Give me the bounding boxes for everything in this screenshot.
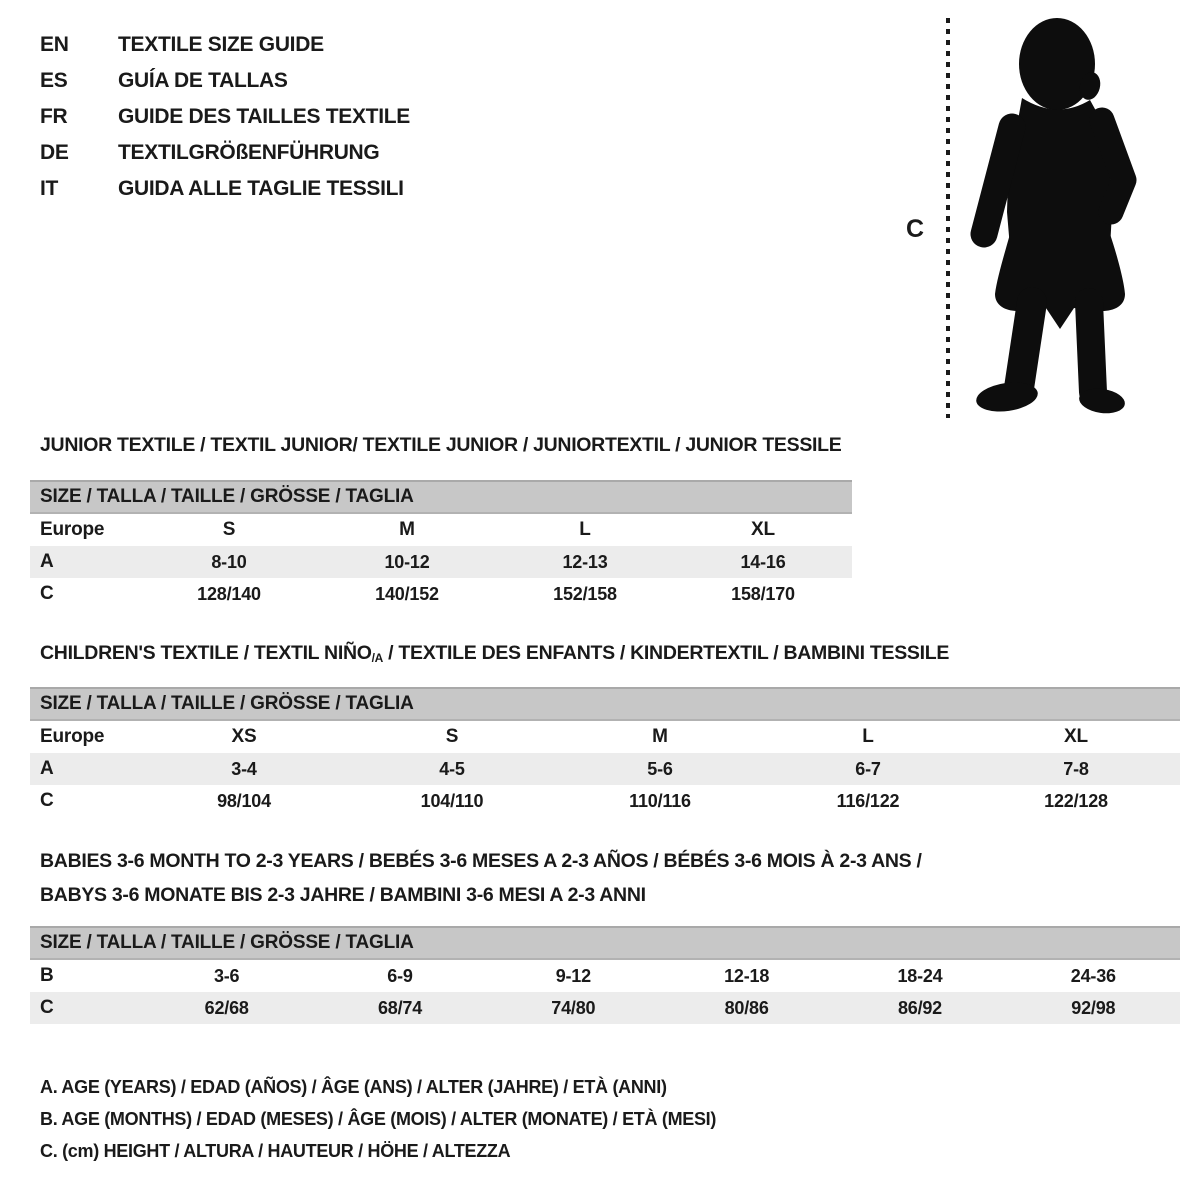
age-cell: 12-13 bbox=[496, 546, 674, 578]
height-cell: 128/140 bbox=[197, 583, 261, 604]
row-label: Europe bbox=[40, 519, 105, 540]
size-cell: S bbox=[445, 726, 459, 747]
language-title-list bbox=[40, 27, 410, 207]
language-code: EN bbox=[40, 33, 69, 56]
language-row-fr bbox=[40, 99, 410, 135]
language-row-de bbox=[40, 135, 410, 171]
language-row-es bbox=[40, 63, 410, 99]
age-cell: 3-4 bbox=[140, 753, 348, 785]
junior-size-table bbox=[30, 480, 852, 610]
table-row-europe bbox=[30, 513, 852, 546]
junior-section-title: JUNIOR TEXTILE / TEXTIL JUNIOR/ TEXTILE JUNIOR / JUNIORTEXTIL / JUNIOR TESSILE bbox=[40, 434, 842, 456]
size-cell: L bbox=[579, 519, 591, 540]
legend-line-b: B. AGE (MONTHS) / EDAD (MESES) / ÂGE (MOIS) / ALTER (MONATE) / ETÀ (MESI) bbox=[40, 1109, 717, 1129]
height-cell: 74/80 bbox=[487, 992, 660, 1024]
height-cell: 98/104 bbox=[217, 790, 271, 811]
table-row-height bbox=[30, 992, 1180, 1024]
height-cell: 122/128 bbox=[1044, 790, 1108, 811]
language-title: TEXTILGRÖßENFÜHRUNG bbox=[118, 141, 380, 164]
age-cell: 7-8 bbox=[972, 753, 1180, 785]
table-row-months bbox=[30, 959, 1180, 992]
height-measure-label: C bbox=[906, 215, 925, 243]
height-cell: 68/74 bbox=[313, 992, 486, 1024]
months-cell: 9-12 bbox=[555, 965, 591, 986]
row-label: A bbox=[30, 546, 140, 578]
language-code: FR bbox=[40, 105, 68, 128]
age-cell: 8-10 bbox=[140, 546, 318, 578]
measure-legend bbox=[40, 1071, 716, 1167]
legend-line-c: C. (cm) HEIGHT / ALTURA / HAUTEUR / HÖHE / ALTEZZA bbox=[40, 1141, 511, 1161]
language-code: DE bbox=[40, 141, 69, 164]
size-header-bar: SIZE / TALLA / TAILLE / GRÖSSE / TAGLIA bbox=[30, 688, 1180, 720]
babies-section-title-line2: BABYS 3-6 MONATE BIS 2-3 JAHRE / BAMBINI 3-6 MESI A 2-3 ANNI bbox=[40, 884, 646, 906]
language-title: GUIDA ALLE TAGLIE TESSILI bbox=[118, 177, 404, 200]
age-cell: 10-12 bbox=[318, 546, 496, 578]
language-code: IT bbox=[40, 177, 59, 200]
legend-line-a: A. AGE (YEARS) / EDAD (AÑOS) / ÂGE (ANS) / ALTER (JAHRE) / ETÀ (ANNI) bbox=[40, 1077, 667, 1097]
height-cell: 86/92 bbox=[833, 992, 1006, 1024]
row-label: C bbox=[30, 992, 140, 1024]
babies-size-table bbox=[30, 926, 1180, 1024]
size-cell: M bbox=[652, 726, 668, 747]
language-code: ES bbox=[40, 69, 68, 92]
months-cell: 6-9 bbox=[387, 965, 413, 986]
age-cell: 4-5 bbox=[348, 753, 556, 785]
table-row-height bbox=[30, 785, 1180, 817]
row-label: Europe bbox=[40, 726, 105, 747]
children-title-suffix: / TEXTILE DES ENFANTS / KINDERTEXTIL / BAMBINI TESSILE bbox=[383, 642, 950, 664]
age-cell: 5-6 bbox=[556, 753, 764, 785]
row-label: A bbox=[30, 753, 140, 785]
age-cell: 14-16 bbox=[674, 546, 852, 578]
height-cell: 140/152 bbox=[375, 583, 439, 604]
months-cell: 12-18 bbox=[724, 965, 770, 986]
babies-section-title-line1: BABIES 3-6 MONTH TO 2-3 YEARS / BEBÉS 3-6 MESES A 2-3 AÑOS / BÉBÉS 3-6 MOIS À 2-3 ANS / bbox=[40, 850, 922, 872]
height-cell: 152/158 bbox=[553, 583, 617, 604]
table-row-height bbox=[30, 578, 852, 610]
language-title: TEXTILE SIZE GUIDE bbox=[118, 33, 324, 56]
row-label: B bbox=[40, 965, 54, 986]
size-cell: XL bbox=[1064, 726, 1088, 747]
table-row-europe bbox=[30, 720, 1180, 753]
height-measure-dashed-line bbox=[946, 18, 950, 418]
size-cell: XS bbox=[231, 726, 257, 747]
height-cell: 110/116 bbox=[629, 790, 691, 811]
age-cell: 6-7 bbox=[764, 753, 972, 785]
children-title-subscript: /A bbox=[371, 651, 384, 665]
language-title: GUIDE DES TAILLES TEXTILE bbox=[118, 105, 410, 128]
toddler-silhouette-illustration bbox=[962, 12, 1142, 416]
row-label: C bbox=[40, 790, 54, 811]
height-cell: 62/68 bbox=[140, 992, 313, 1024]
children-size-table bbox=[30, 687, 1180, 817]
height-cell: 92/98 bbox=[1007, 992, 1180, 1024]
size-cell: M bbox=[399, 519, 415, 540]
table-row-age bbox=[30, 546, 852, 578]
height-cell: 104/110 bbox=[420, 790, 484, 811]
language-row-it bbox=[40, 171, 410, 207]
months-cell: 18-24 bbox=[897, 965, 943, 986]
language-title: GUÍA DE TALLAS bbox=[118, 69, 288, 92]
row-label: C bbox=[40, 583, 54, 604]
months-cell: 24-36 bbox=[1070, 965, 1116, 986]
language-row-en bbox=[40, 27, 410, 63]
children-section-title bbox=[40, 642, 949, 665]
size-header-bar: SIZE / TALLA / TAILLE / GRÖSSE / TAGLIA bbox=[30, 481, 852, 513]
children-title-prefix: CHILDREN'S TEXTILE / TEXTIL NIÑO bbox=[40, 642, 372, 664]
size-cell: L bbox=[862, 726, 874, 747]
height-cell: 158/170 bbox=[731, 583, 795, 604]
months-cell: 3-6 bbox=[213, 965, 240, 986]
height-cell: 80/86 bbox=[660, 992, 833, 1024]
size-header-bar: SIZE / TALLA / TAILLE / GRÖSSE / TAGLIA bbox=[30, 927, 1180, 959]
height-cell: 116/122 bbox=[836, 790, 900, 811]
size-cell: XL bbox=[751, 519, 775, 540]
table-row-age bbox=[30, 753, 1180, 785]
size-cell: S bbox=[222, 519, 236, 540]
